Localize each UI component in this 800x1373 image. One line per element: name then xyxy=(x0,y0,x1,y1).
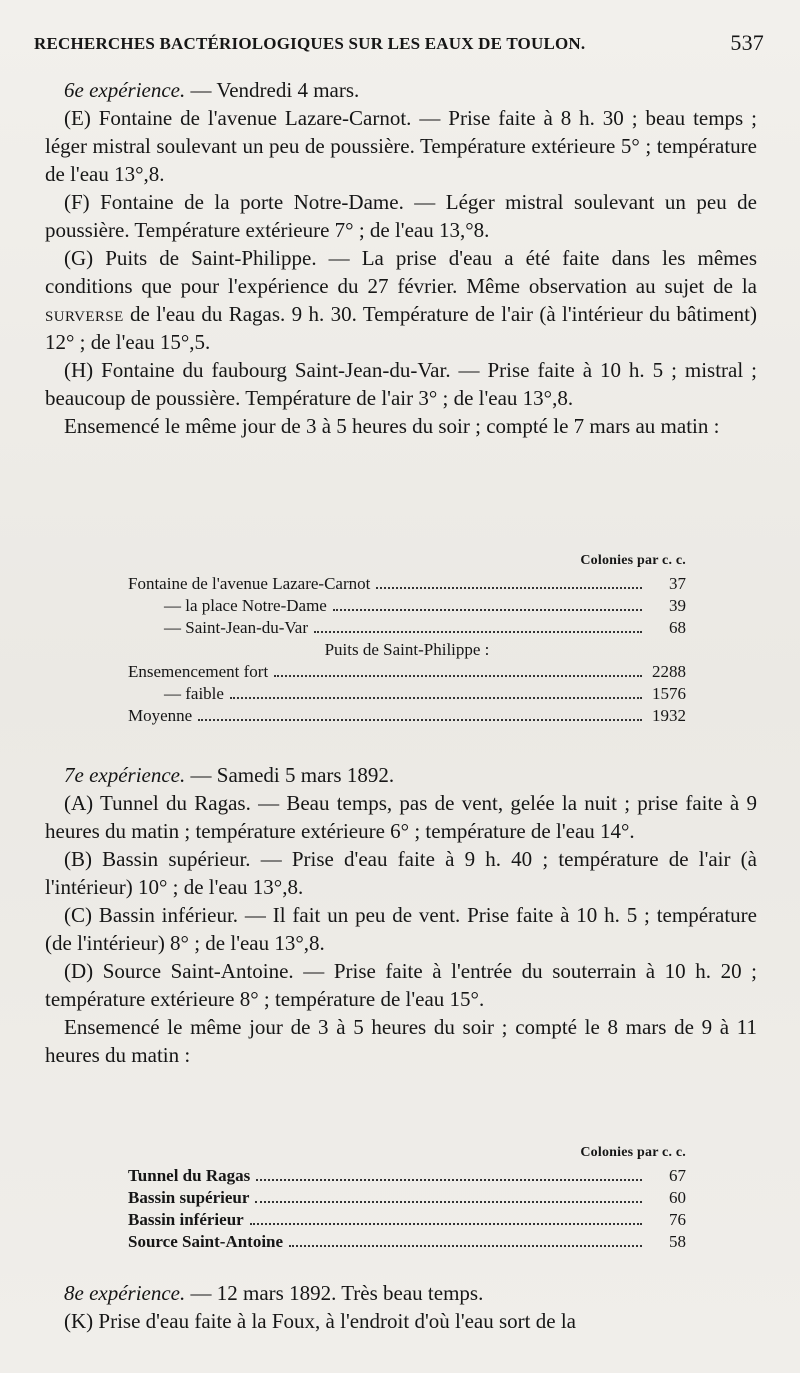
row-label: — faible xyxy=(164,684,224,703)
row-value: 37 xyxy=(669,574,686,593)
experiment-6-section xyxy=(45,76,757,440)
leader-dots xyxy=(333,609,642,611)
paragraph-K: (K) Prise d'eau faite à la Foux, à l'endroit d'où l'eau sort de la xyxy=(64,1309,576,1333)
row-label: — Saint-Jean-du-Var xyxy=(164,618,308,637)
row-value: 1576 xyxy=(652,684,686,703)
leader-dots xyxy=(230,697,642,699)
paragraph-ensemence-7: Ensemencé le même jour de 3 à 5 heures du soir ; compté le 8 mars de 9 à 11 heures du matin : xyxy=(45,1015,757,1067)
page-number: 537 xyxy=(730,30,764,55)
experiment-7-date: — Samedi 5 mars 1892. xyxy=(185,763,395,787)
row-label: — la place Notre-Dame xyxy=(164,596,327,615)
paragraph-G xyxy=(45,244,757,356)
table-row xyxy=(128,1165,686,1187)
leader-dots xyxy=(255,1201,642,1203)
colonies-table-7-header: Colonies par c. c. xyxy=(580,1145,686,1160)
table-row xyxy=(128,661,686,683)
paragraph-ensemence-6: Ensemencé le même jour de 3 à 5 heures du soir ; compté le 7 mars au matin : xyxy=(64,414,720,438)
paragraph-E: (E) Fontaine de l'avenue Lazare-Carnot. — Prise faite à 8 h. 30 ; beau temps ; léger mistral soulevant un peu de poussière. Température extérieure 5° ; température de l'eau 13°,8. xyxy=(45,106,757,186)
row-value: 60 xyxy=(669,1188,686,1207)
table-row xyxy=(128,595,686,617)
row-label: Bassin inférieur xyxy=(128,1210,244,1229)
experiment-8-heading xyxy=(45,1279,757,1307)
experiment-8-section xyxy=(45,1279,757,1335)
experiment-6-title: 6e expérience. xyxy=(64,78,186,102)
row-label: Source Saint-Antoine xyxy=(128,1232,284,1251)
paragraph-C: (C) Bassin inférieur. — Il fait un peu de vent. Prise faite à 10 h. 5 ; température (de l'intérieur) 8° ; de l'eau 13°,8. xyxy=(45,903,757,955)
paragraph-G-surverse: surverse xyxy=(45,302,124,326)
table-row xyxy=(128,617,686,639)
row-label: Ensemencement fort xyxy=(128,662,269,681)
row-value: 1932 xyxy=(652,706,686,725)
table-row xyxy=(128,1187,686,1209)
leader-dots xyxy=(198,719,642,721)
leader-dots xyxy=(289,1245,642,1247)
table-row xyxy=(128,573,686,595)
leader-dots xyxy=(256,1179,642,1181)
row-value: 39 xyxy=(669,596,686,615)
experiment-6-date: — Vendredi 4 mars. xyxy=(185,78,360,102)
row-label: Puits de Saint-Philippe : xyxy=(324,640,490,659)
paragraph-G-text-2: de l'eau du Ragas. 9 h. 30. Température de l'air (à l'intérieur du bâtiment) 12° ; de l'eau 15°,5. xyxy=(45,302,757,354)
row-label: Moyenne xyxy=(128,706,193,725)
row-label: Fontaine de l'avenue Lazare-Carnot xyxy=(128,574,371,593)
colonies-table-6 xyxy=(128,553,686,727)
paragraph-H: (H) Fontaine du faubourg Saint-Jean-du-Var. — Prise faite à 10 h. 5 ; mistral ; beaucoup de poussière. Température de l'air 3° ; de l'eau 13°,8. xyxy=(45,358,757,410)
experiment-7-section xyxy=(45,761,757,1069)
experiment-8-date: — 12 mars 1892. Très beau temps. xyxy=(185,1281,484,1305)
colonies-table-6-header: Colonies par c. c. xyxy=(580,553,686,568)
experiment-7-title: 7e expérience. xyxy=(64,763,186,787)
paragraph-B: (B) Bassin supérieur. — Prise d'eau faite à 9 h. 40 ; température de l'air (à l'intérieur) 10° ; de l'eau 13°,8. xyxy=(45,847,757,899)
paragraph-F: (F) Fontaine de la porte Notre-Dame. — Léger mistral soulevant un peu de poussière. Température extérieure 7° ; de l'eau 13,°8. xyxy=(45,190,757,242)
row-label: Tunnel du Ragas xyxy=(128,1166,251,1185)
page-header xyxy=(34,30,764,60)
row-value: 2288 xyxy=(652,662,686,681)
row-value: 76 xyxy=(669,1210,686,1229)
leader-dots xyxy=(376,587,642,589)
experiment-7-heading xyxy=(45,761,757,789)
table-row xyxy=(128,1231,686,1253)
colonies-table-7 xyxy=(128,1145,686,1253)
row-value: 67 xyxy=(669,1166,686,1185)
paragraph-G-text-1: (G) Puits de Saint-Philippe. — La prise d'eau a été faite dans les mêmes conditions que pour l'expérience du 27 février. Même observation au sujet de la xyxy=(45,246,757,298)
running-title: RECHERCHES BACTÉRIOLOGIQUES SUR LES EAUX DE TOULON. xyxy=(34,34,586,53)
table-row xyxy=(128,705,686,727)
row-value: 68 xyxy=(669,618,686,637)
leader-dots xyxy=(314,631,642,633)
paragraph-A: (A) Tunnel du Ragas. — Beau temps, pas de vent, gelée la nuit ; prise faite à 9 heures du matin ; température extérieure 6° ; température de l'eau 14°. xyxy=(45,791,757,843)
paragraph-D: (D) Source Saint-Antoine. — Prise faite à l'entrée du souterrain à 10 h. 20 ; température extérieure 8° ; température de l'eau 15°. xyxy=(45,959,757,1011)
leader-dots xyxy=(274,675,642,677)
table-row xyxy=(128,639,686,661)
leader-dots xyxy=(250,1223,642,1225)
experiment-8-title: 8e expérience. xyxy=(64,1281,186,1305)
row-value: 58 xyxy=(669,1232,686,1251)
experiment-6-heading xyxy=(45,76,757,104)
table-row xyxy=(128,1209,686,1231)
table-row xyxy=(128,683,686,705)
row-label: Bassin supérieur xyxy=(128,1188,250,1207)
